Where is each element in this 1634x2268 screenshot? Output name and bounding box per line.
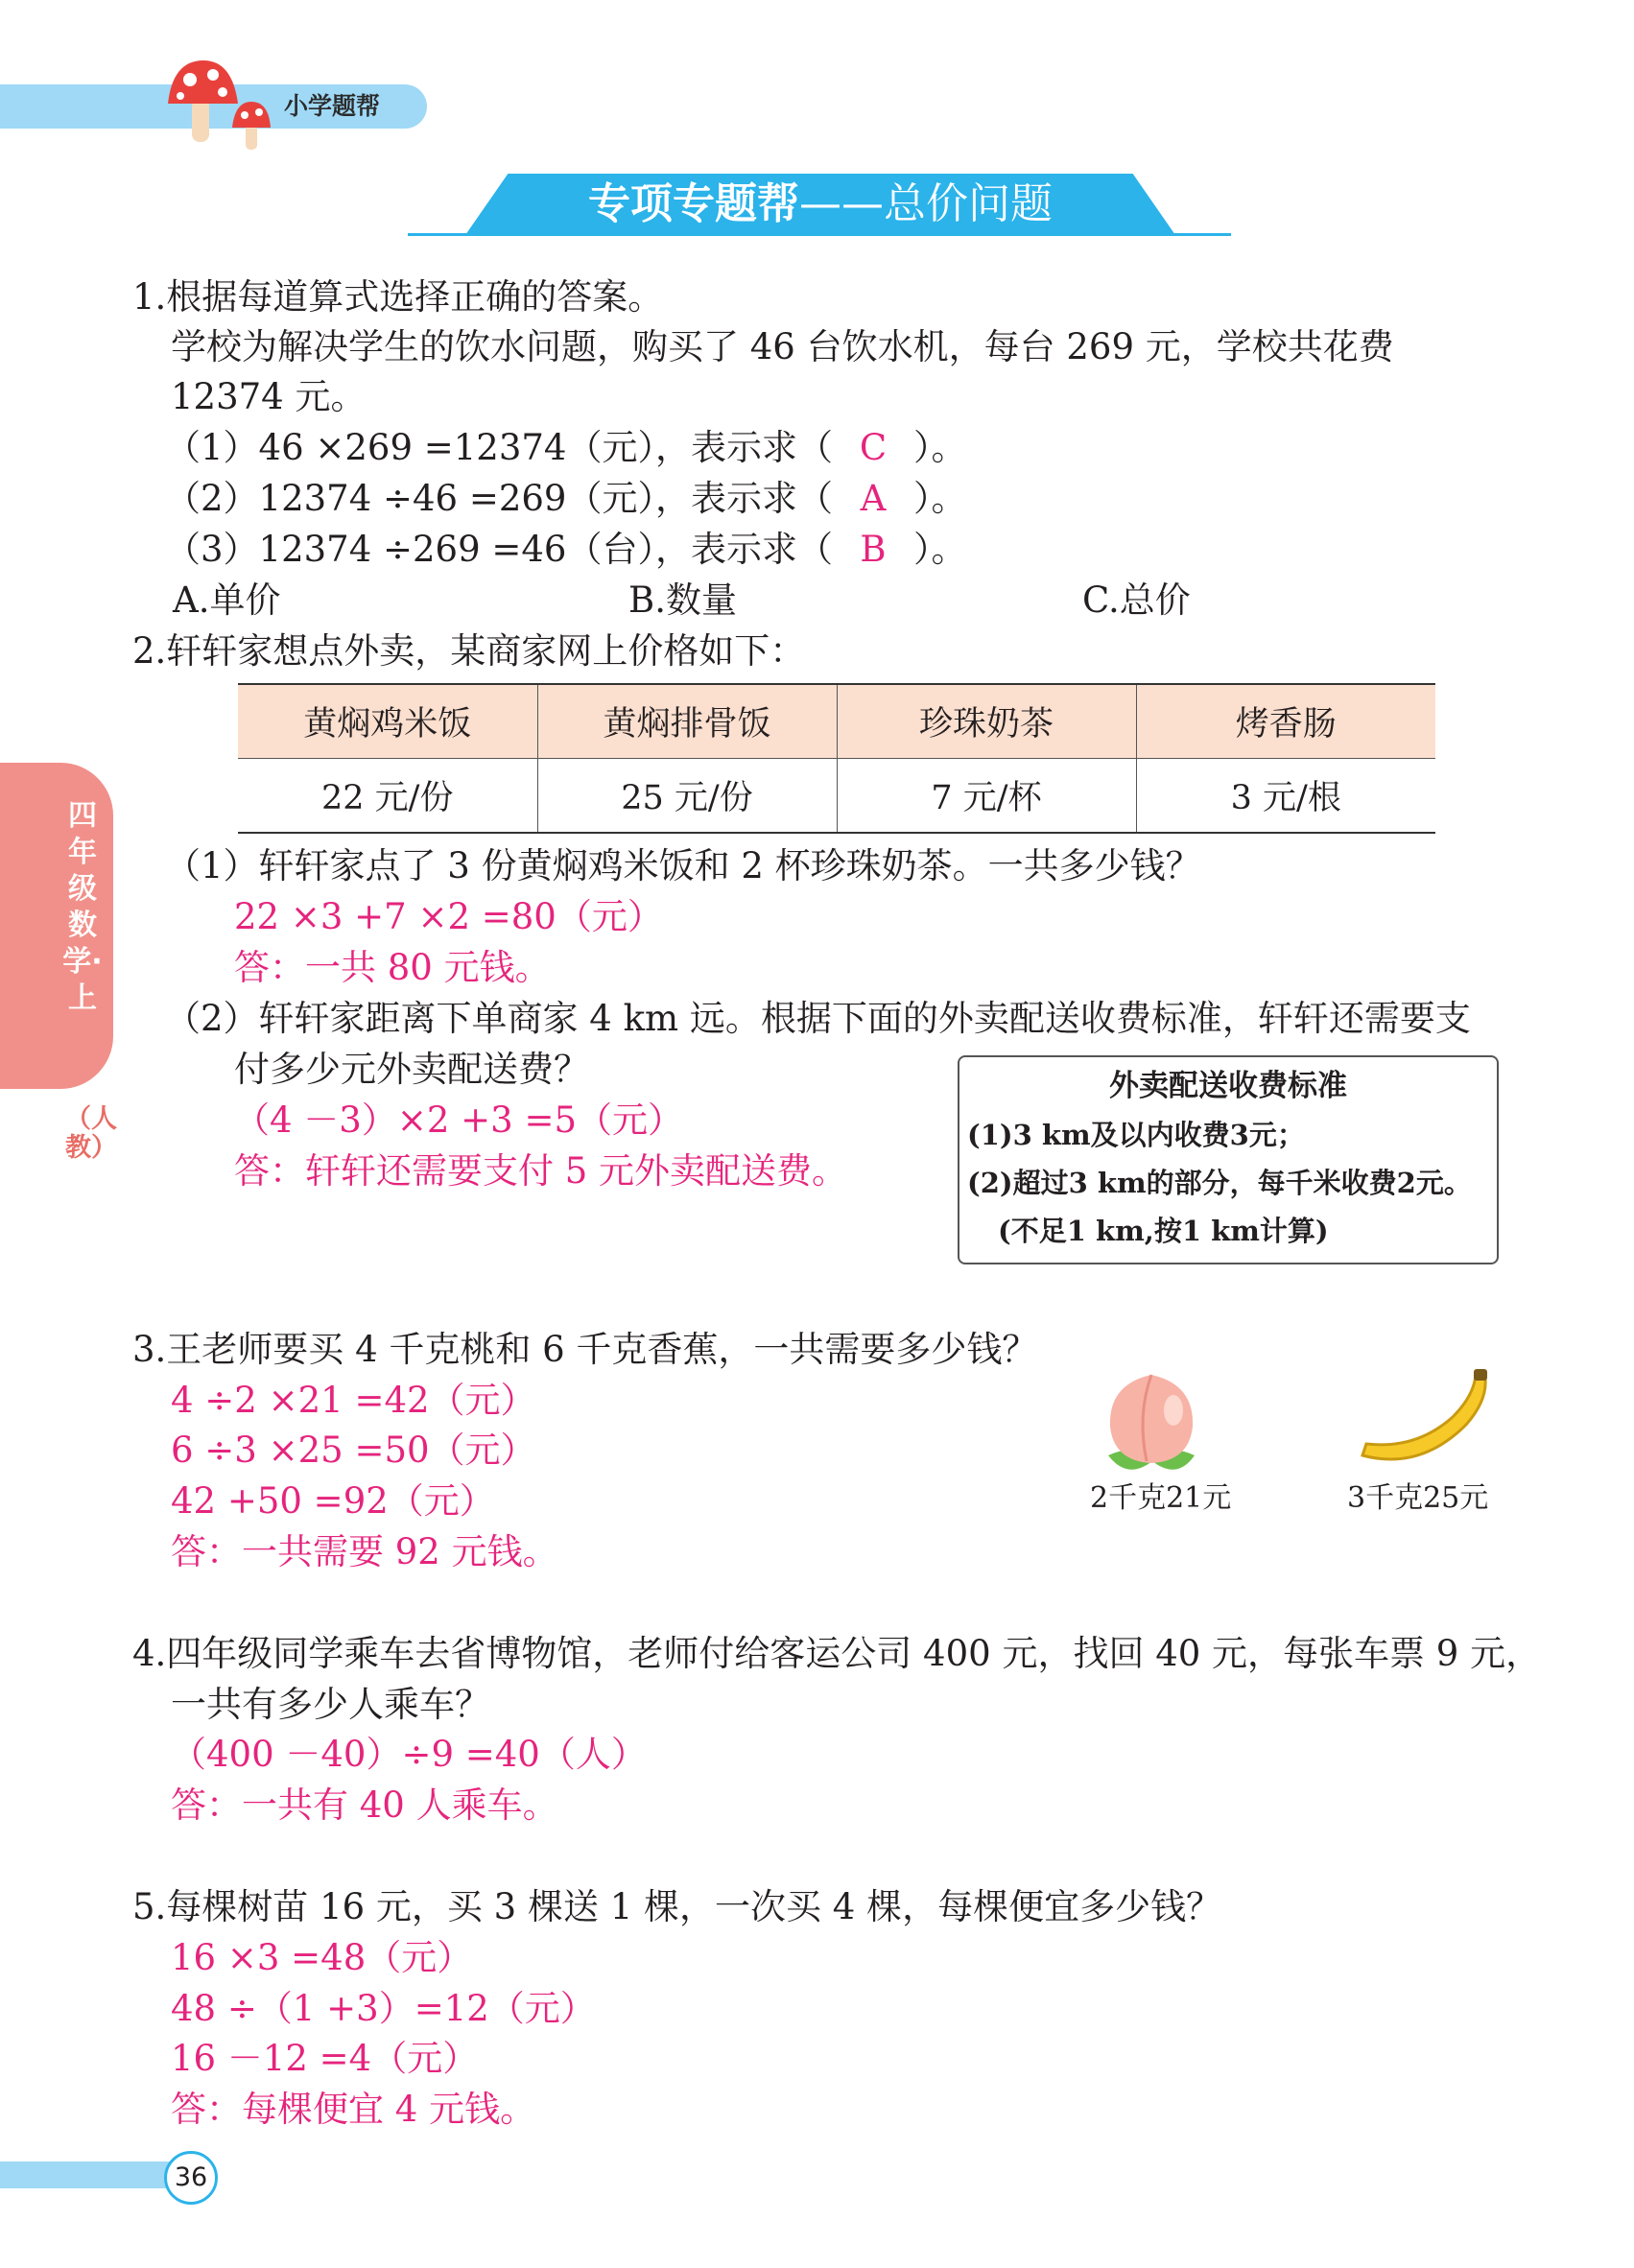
table-row [238,684,1435,759]
q3-stem: 3.王老师要买 4 千克桃和 6 千克香蕉，一共需要多少钱？ [132,1329,1038,1370]
fee-rule-1: (1)3 km及以内收费3元； [967,1119,1305,1151]
q3-work-1: 4 ÷2 ×21 =42（元） [171,1380,536,1421]
page-number-band [0,2162,192,2188]
q1-item-1 [165,423,966,473]
q1-option-b: B.数量 [628,579,737,621]
q1-item-expr: （1）46 ×269 =12374（元），表示求（ [165,427,833,468]
q1-item-answer: B [860,529,887,570]
header-label: 小学题帮 [284,92,381,120]
q1-item-2 [165,474,966,524]
q1-item-3 [165,525,966,575]
q1-item-answer: C [859,427,888,468]
peach-price: 2千克21元 [1090,1481,1232,1515]
q1-desc-line2: 12374 元。 [171,376,367,417]
q1-item-close: ）。 [912,478,967,519]
q2-sub2-answer: 答：轩轩还需要支付 5 元外卖配送费。 [234,1150,848,1192]
q5-work-2: 48 ÷（1 +3）=12（元） [171,1988,596,2029]
q1-item-expr: （3）12374 ÷269 =46（台），表示求（ [165,529,833,570]
q1-item-expr: （2）12374 ÷46 =269（元），表示求（ [165,478,833,519]
banana-icon [1353,1367,1497,1482]
q1-item-close: ）。 [912,427,967,468]
q4-stem-line2: 一共有多少人乘车？ [171,1684,490,1725]
title-dash: —— [799,179,884,228]
table-row [238,759,1435,834]
banana-price: 3千克25元 [1347,1481,1489,1515]
q2-sub1-question: （1）轩轩家点了 3 份黄焖鸡米饭和 2 杯珍珠奶茶。一共多少钱？ [165,845,1201,886]
q4-work: （400 －40）÷9 =40（人） [171,1734,647,1775]
table-cell: 3 元/根 [1136,759,1435,834]
q5-stem: 5.每棵树苗 16 元，买 3 棵送 1 棵，一次买 4 棵，每棵便宜多少钱？ [132,1886,1222,1927]
table-cell: 7 元/杯 [837,759,1136,834]
table-header-cell: 黄焖鸡米饭 [238,684,537,759]
title-topic: 总价问题 [884,179,1053,228]
q3-work-2: 6 ÷3 ×25 =50（元） [171,1429,536,1471]
fee-rule-note: (不足1 km,按1 km计算) [998,1215,1329,1247]
table-header-cell: 黄焖排骨饭 [537,684,837,759]
q2-sub2-work: （4 －3）×2 +3 =5（元） [234,1099,683,1141]
peach-icon [1089,1367,1214,1482]
side-tab-sub: （人教） [65,1104,117,1163]
q5-answer: 答：每棵便宜 4 元钱。 [171,2089,536,2130]
q1-option-a: A.单价 [173,579,281,621]
title-main: 专项专题帮 [588,179,799,228]
q5-work-1: 16 ×3 =48（元） [171,1937,473,1978]
q2-sub2-question-line1: （2）轩轩家距离下单商家 4 km 远。根据下面的外卖配送收费标准，轩轩还需要支 [165,998,1471,1039]
q1-option-c: C.总价 [1082,579,1191,621]
q5-work-3: 16 －12 =4（元） [171,2038,479,2079]
q4-stem-line1: 4.四年级同学乘车去省博物馆，老师付给客运公司 400 元，找回 40 元，每张车票 9 元， [132,1633,1542,1674]
q2-sub2-question-line2: 付多少元外卖配送费？ [234,1049,589,1090]
page-title [465,174,1175,235]
table-cell: 22 元/份 [238,759,537,834]
q3-answer: 答：一共需要 92 元钱。 [171,1531,558,1572]
mushroom-icon [163,56,288,152]
q1-stem: 1.根据每道算式选择正确的答案。 [132,276,664,318]
q1-item-close: ）。 [912,529,967,570]
q2-sub1-answer: 答：一共 80 元钱。 [234,947,551,988]
q1-item-answer: A [860,478,887,519]
q2-stem: 2.轩轩家想点外卖，某商家网上价格如下： [132,630,806,672]
table-header-cell: 烤香肠 [1136,684,1435,759]
price-table [238,683,1435,834]
side-tab-label: 四年级数学·上 [62,799,103,1015]
fee-rule-2: (2)超过3 km的部分，每千米收费2元。 [967,1167,1472,1199]
page-number: 36 [164,2151,218,2205]
fee-standard-title: 外卖配送收费标准 [1109,1069,1347,1103]
q4-answer: 答：一共有 40 人乘车。 [171,1784,558,1826]
q2-sub1-work: 22 ×3 +7 ×2 =80（元） [234,896,663,937]
table-cell: 25 元/份 [537,759,837,834]
q3-work-3: 42 +50 =92（元） [171,1480,495,1522]
table-header-cell: 珍珠奶茶 [837,684,1136,759]
q1-desc-line1: 学校为解决学生的饮水问题，购买了 46 台饮水机，每台 269 元，学校共花费 [171,326,1394,367]
